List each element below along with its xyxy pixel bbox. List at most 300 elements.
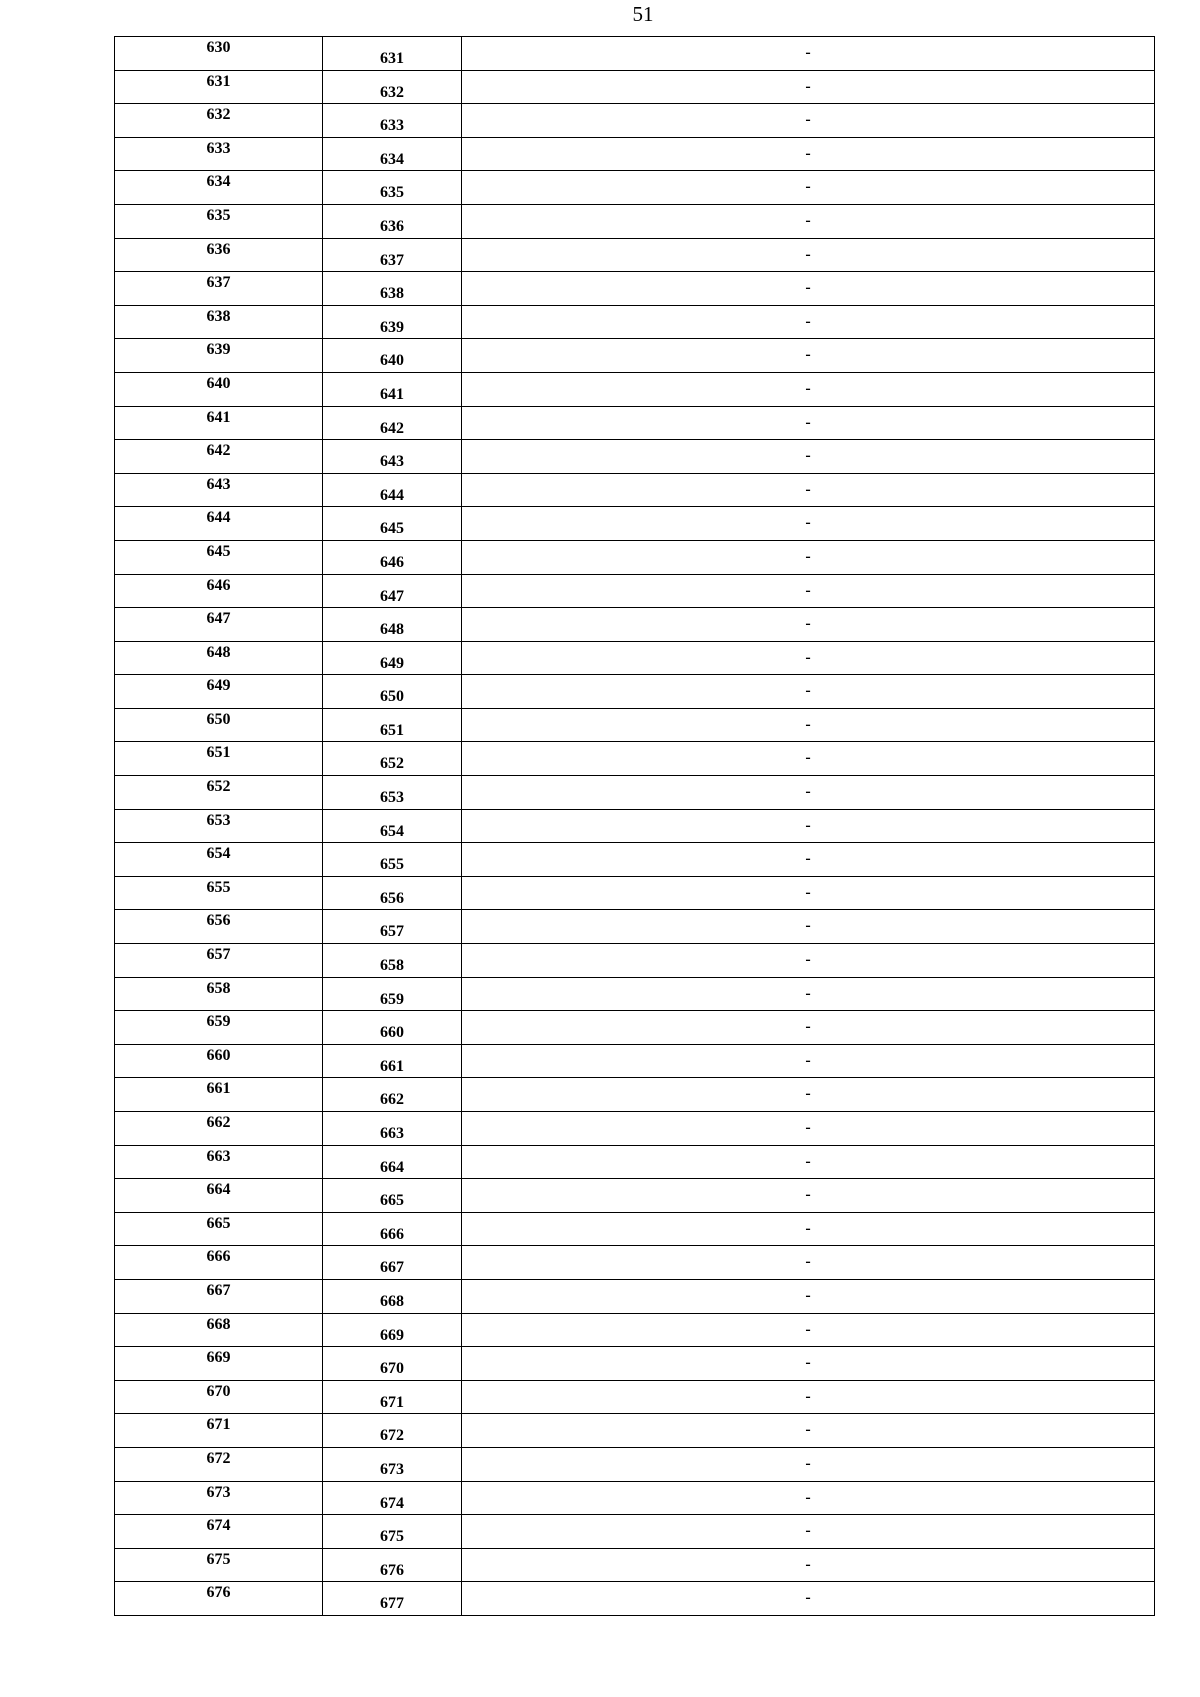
table-cell-col1 <box>115 641 323 675</box>
cell-text: 668 <box>380 1292 404 1310</box>
cell-text: - <box>805 480 811 498</box>
cell-text: - <box>805 1253 811 1271</box>
table-cell-col1 <box>115 406 323 440</box>
cell-text: 635 <box>206 206 231 224</box>
table-row <box>115 104 1155 138</box>
table-cell-col3 <box>462 1112 1155 1146</box>
cell-text: - <box>805 547 811 565</box>
table-cell-col1 <box>115 238 323 272</box>
table-cell-col3 <box>462 137 1155 171</box>
cell-text: 636 <box>206 240 231 258</box>
table-cell-col1 <box>115 1347 323 1381</box>
table-cell-col2 <box>323 876 462 910</box>
table-cell-col3 <box>462 238 1155 272</box>
table-row <box>115 809 1155 843</box>
cell-text: 651 <box>206 744 231 762</box>
cell-text: 657 <box>380 923 404 941</box>
table-cell-col3 <box>462 406 1155 440</box>
table-cell-col3 <box>462 1347 1155 1381</box>
table-cell-col3 <box>462 204 1155 238</box>
page-number: 51 <box>632 2 654 26</box>
table-cell-col3 <box>462 1011 1155 1045</box>
cell-text: 660 <box>380 1024 404 1042</box>
cell-text: - <box>805 648 811 666</box>
table-cell-col3 <box>462 1212 1155 1246</box>
cell-text: - <box>805 1085 811 1103</box>
cell-text: 639 <box>380 318 404 336</box>
table-row <box>115 440 1155 474</box>
table-cell-col1 <box>115 708 323 742</box>
table-cell-col3 <box>462 675 1155 709</box>
cell-text: - <box>805 111 811 129</box>
table-cell-col2 <box>323 742 462 776</box>
table-cell-col3 <box>462 440 1155 474</box>
table-cell-col1 <box>115 843 323 877</box>
table-row <box>115 507 1155 541</box>
table-cell-col2 <box>323 608 462 642</box>
table-cell-col2 <box>323 843 462 877</box>
table-cell-col1 <box>115 1548 323 1582</box>
table-cell-col1 <box>115 1212 323 1246</box>
cell-text: 669 <box>206 1349 231 1367</box>
table-row <box>115 372 1155 406</box>
cell-text: - <box>805 312 811 330</box>
data-table-container <box>114 36 1154 1616</box>
table-cell-col2 <box>323 1548 462 1582</box>
table-cell-col2 <box>323 37 462 71</box>
cell-text: 646 <box>380 553 404 571</box>
cell-text: 661 <box>206 1080 231 1098</box>
table-row <box>115 910 1155 944</box>
cell-text: - <box>805 1421 811 1439</box>
cell-text: 645 <box>380 520 404 538</box>
table-cell-col2 <box>323 1044 462 1078</box>
cell-text: 636 <box>380 217 404 235</box>
cell-text: 648 <box>380 621 404 639</box>
table-cell-col1 <box>115 675 323 709</box>
table-row <box>115 1515 1155 1549</box>
table-cell-col3 <box>462 372 1155 406</box>
cell-text: 655 <box>380 856 404 874</box>
cell-text: 650 <box>206 710 231 728</box>
table-cell-col1 <box>115 1313 323 1347</box>
cell-text: - <box>805 883 811 901</box>
table-cell-col3 <box>462 574 1155 608</box>
cell-text: 657 <box>206 946 231 964</box>
table-cell-col2 <box>323 776 462 810</box>
table-cell-col3 <box>462 944 1155 978</box>
table-cell-col3 <box>462 473 1155 507</box>
cell-text: 662 <box>380 1091 404 1109</box>
table-cell-col2 <box>323 104 462 138</box>
cell-text: - <box>805 144 811 162</box>
table-cell-col2 <box>323 1515 462 1549</box>
cell-text: 637 <box>206 274 231 292</box>
cell-text: 666 <box>380 1225 404 1243</box>
cell-text: - <box>805 1286 811 1304</box>
table-cell-col3 <box>462 608 1155 642</box>
table-cell-col3 <box>462 910 1155 944</box>
table-cell-col1 <box>115 272 323 306</box>
table-cell-col1 <box>115 137 323 171</box>
cell-text: 642 <box>380 419 404 437</box>
table-cell-col1 <box>115 473 323 507</box>
table-row <box>115 1582 1155 1616</box>
table-cell-col1 <box>115 70 323 104</box>
table-cell-col2 <box>323 171 462 205</box>
table-cell-col3 <box>462 1548 1155 1582</box>
cell-text: - <box>805 984 811 1002</box>
table-cell-col1 <box>115 776 323 810</box>
cell-text: 674 <box>380 1494 404 1512</box>
table-row <box>115 742 1155 776</box>
table-cell-col2 <box>323 1347 462 1381</box>
cell-text: - <box>805 346 811 364</box>
cell-text: - <box>805 715 811 733</box>
cell-text: 647 <box>380 587 404 605</box>
table-cell-col2 <box>323 1447 462 1481</box>
table-cell-col1 <box>115 1112 323 1146</box>
table-cell-col1 <box>115 204 323 238</box>
table-cell-col2 <box>323 910 462 944</box>
cell-text: - <box>805 245 811 263</box>
cell-text: 675 <box>206 1550 231 1568</box>
cell-text: 653 <box>206 811 231 829</box>
table-cell-col2 <box>323 1582 462 1616</box>
table-cell-col1 <box>115 507 323 541</box>
table-cell-col3 <box>462 1515 1155 1549</box>
table-cell-col2 <box>323 137 462 171</box>
table-row <box>115 1044 1155 1078</box>
cell-text: 645 <box>206 542 231 560</box>
table-cell-col1 <box>115 1582 323 1616</box>
table-cell-col1 <box>115 910 323 944</box>
cell-text: 643 <box>206 475 231 493</box>
cell-text: 641 <box>380 385 404 403</box>
cell-text: - <box>805 379 811 397</box>
cell-text: - <box>805 783 811 801</box>
cell-text: 640 <box>206 374 231 392</box>
cell-text: 663 <box>380 1125 404 1142</box>
cell-text: - <box>805 279 811 297</box>
table-cell-col1 <box>115 540 323 574</box>
table-row <box>115 305 1155 339</box>
cell-text: 659 <box>380 990 404 1008</box>
table-cell-col2 <box>323 540 462 574</box>
table-row <box>115 1347 1155 1381</box>
cell-text: - <box>805 77 811 95</box>
data-table <box>114 36 1155 1616</box>
cell-text: 639 <box>206 341 231 359</box>
cell-text: 642 <box>206 442 231 460</box>
table-cell-col3 <box>462 540 1155 574</box>
cell-text: - <box>805 1051 811 1069</box>
cell-text: 633 <box>206 139 231 157</box>
table-cell-col2 <box>323 1414 462 1448</box>
table-cell-col2 <box>323 641 462 675</box>
table-row <box>115 1447 1155 1481</box>
cell-text: 647 <box>206 610 231 628</box>
table-cell-col3 <box>462 708 1155 742</box>
cell-text: 664 <box>380 1158 404 1176</box>
table-cell-col3 <box>462 37 1155 71</box>
table-cell-col1 <box>115 1279 323 1313</box>
table-cell-col1 <box>115 1145 323 1179</box>
cell-text: 638 <box>380 285 404 303</box>
cell-text: 652 <box>206 778 231 796</box>
cell-text: 669 <box>380 1326 404 1344</box>
table-cell-col1 <box>115 608 323 642</box>
table-cell-col1 <box>115 37 323 71</box>
table-row <box>115 675 1155 709</box>
table-row <box>115 1246 1155 1280</box>
table-row <box>115 137 1155 171</box>
table-cell-col3 <box>462 742 1155 776</box>
cell-text: 653 <box>380 789 404 807</box>
cell-text: 644 <box>380 486 404 504</box>
cell-text: 674 <box>206 1517 231 1535</box>
cell-text: 635 <box>380 184 404 202</box>
table-row <box>115 1279 1155 1313</box>
cell-text: 656 <box>206 912 231 930</box>
table-cell-col1 <box>115 1380 323 1414</box>
table-cell-col1 <box>115 104 323 138</box>
cell-text: - <box>805 816 811 834</box>
table-cell-col3 <box>462 1179 1155 1213</box>
cell-text: - <box>805 951 811 969</box>
table-cell-col3 <box>462 776 1155 810</box>
table-cell-col2 <box>323 574 462 608</box>
table-row <box>115 574 1155 608</box>
cell-text: - <box>805 447 811 465</box>
table-row <box>115 1112 1155 1146</box>
table-cell-col2 <box>323 708 462 742</box>
table-cell-col2 <box>323 70 462 104</box>
cell-text: 637 <box>380 251 404 269</box>
table-cell-col2 <box>323 1481 462 1515</box>
table-cell-col3 <box>462 1380 1155 1414</box>
cell-text: 655 <box>206 878 231 896</box>
table-row <box>115 1481 1155 1515</box>
cell-text: 634 <box>206 173 231 191</box>
cell-text: 650 <box>380 688 404 706</box>
table-cell-col3 <box>462 1481 1155 1515</box>
table-cell-col1 <box>115 1078 323 1112</box>
cell-text: 651 <box>380 721 404 739</box>
table-cell-col1 <box>115 574 323 608</box>
table-row <box>115 641 1155 675</box>
cell-text: 632 <box>206 106 231 124</box>
table-cell-col1 <box>115 1515 323 1549</box>
table-row <box>115 1380 1155 1414</box>
cell-text: - <box>805 514 811 532</box>
cell-text: 671 <box>380 1393 404 1411</box>
cell-text: 663 <box>206 1147 231 1165</box>
cell-text: - <box>805 615 811 633</box>
cell-text: - <box>805 1454 811 1472</box>
table-body <box>115 37 1155 1616</box>
cell-text: 662 <box>206 1114 231 1131</box>
table-row <box>115 944 1155 978</box>
table-cell-col1 <box>115 742 323 776</box>
cell-text: - <box>805 850 811 868</box>
table-row <box>115 171 1155 205</box>
table-row <box>115 339 1155 373</box>
cell-text: 646 <box>206 576 231 594</box>
table-cell-col2 <box>323 339 462 373</box>
cell-text: 677 <box>380 1595 404 1613</box>
table-cell-col2 <box>323 1246 462 1280</box>
cell-text: 673 <box>380 1460 404 1478</box>
table-cell-col1 <box>115 1011 323 1045</box>
table-cell-col1 <box>115 944 323 978</box>
table-cell-col1 <box>115 339 323 373</box>
table-cell-col3 <box>462 507 1155 541</box>
table-cell-col3 <box>462 1279 1155 1313</box>
table-cell-col3 <box>462 1447 1155 1481</box>
cell-text: 667 <box>206 1281 231 1299</box>
cell-text: - <box>805 1555 811 1573</box>
cell-text: 656 <box>380 889 404 907</box>
table-row <box>115 608 1155 642</box>
table-row <box>115 1078 1155 1112</box>
cell-text: 649 <box>206 677 231 695</box>
table-cell-col3 <box>462 1078 1155 1112</box>
table-cell-col3 <box>462 1044 1155 1078</box>
cell-text: 668 <box>206 1315 231 1333</box>
table-row <box>115 37 1155 71</box>
cell-text: - <box>805 1018 811 1036</box>
cell-text: - <box>805 749 811 767</box>
table-row <box>115 473 1155 507</box>
table-cell-col2 <box>323 977 462 1011</box>
cell-text: 648 <box>206 643 231 661</box>
cell-text: 644 <box>206 509 231 527</box>
table-cell-col1 <box>115 977 323 1011</box>
cell-text: 665 <box>380 1192 404 1210</box>
cell-text: 667 <box>380 1259 404 1277</box>
cell-text: 665 <box>206 1214 231 1232</box>
cell-text: 633 <box>380 117 404 135</box>
cell-text: 632 <box>380 83 404 101</box>
table-cell-col1 <box>115 171 323 205</box>
table-cell-col1 <box>115 440 323 474</box>
cell-text: - <box>805 1387 811 1405</box>
table-row <box>115 776 1155 810</box>
cell-text: 676 <box>380 1561 404 1579</box>
cell-text: - <box>805 682 811 700</box>
cell-text: 640 <box>380 352 404 370</box>
table-cell-col3 <box>462 1246 1155 1280</box>
table-cell-col2 <box>323 1011 462 1045</box>
cell-text: - <box>805 1152 811 1170</box>
cell-text: 671 <box>206 1416 231 1434</box>
table-cell-col1 <box>115 305 323 339</box>
table-cell-col2 <box>323 944 462 978</box>
table-cell-col2 <box>323 238 462 272</box>
table-cell-col3 <box>462 1313 1155 1347</box>
cell-text: 670 <box>380 1360 404 1378</box>
cell-text: 666 <box>206 1248 231 1266</box>
cell-text: 675 <box>380 1528 404 1546</box>
table-row <box>115 1179 1155 1213</box>
table-cell-col2 <box>323 272 462 306</box>
table-row <box>115 876 1155 910</box>
table-cell-col1 <box>115 876 323 910</box>
cell-text: 673 <box>206 1483 231 1501</box>
table-cell-col3 <box>462 843 1155 877</box>
cell-text: - <box>805 1354 811 1372</box>
cell-text: - <box>805 178 811 196</box>
cell-text: 654 <box>206 845 231 863</box>
table-row <box>115 406 1155 440</box>
table-cell-col2 <box>323 1112 462 1146</box>
cell-text: - <box>805 1320 811 1338</box>
table-cell-col3 <box>462 1145 1155 1179</box>
cell-text: 658 <box>380 957 404 975</box>
table-row <box>115 1548 1155 1582</box>
cell-text: 664 <box>206 1181 231 1199</box>
table-cell-col2 <box>323 406 462 440</box>
table-row <box>115 70 1155 104</box>
table-cell-col2 <box>323 440 462 474</box>
cell-text: 672 <box>380 1427 404 1445</box>
table-row <box>115 1414 1155 1448</box>
table-row <box>115 843 1155 877</box>
cell-text: 641 <box>206 408 231 426</box>
cell-text: - <box>805 1119 811 1136</box>
table-cell-col3 <box>462 305 1155 339</box>
table-row <box>115 1145 1155 1179</box>
table-row <box>115 977 1155 1011</box>
table-cell-col3 <box>462 70 1155 104</box>
table-row <box>115 708 1155 742</box>
table-cell-col3 <box>462 809 1155 843</box>
table-cell-col2 <box>323 1380 462 1414</box>
cell-text: - <box>805 1589 811 1607</box>
table-row <box>115 1313 1155 1347</box>
cell-text: - <box>805 1219 811 1237</box>
table-cell-col1 <box>115 1246 323 1280</box>
table-cell-col3 <box>462 641 1155 675</box>
table-cell-col1 <box>115 1414 323 1448</box>
table-cell-col2 <box>323 809 462 843</box>
cell-text: - <box>805 1522 811 1540</box>
table-cell-col2 <box>323 1078 462 1112</box>
cell-text: 630 <box>206 39 231 56</box>
cell-text: - <box>805 413 811 431</box>
table-cell-col2 <box>323 1279 462 1313</box>
table-cell-col3 <box>462 1582 1155 1616</box>
cell-text: - <box>805 211 811 229</box>
cell-text: 654 <box>380 822 404 840</box>
cell-text: 631 <box>380 50 404 67</box>
table-cell-col2 <box>323 1145 462 1179</box>
table-cell-col2 <box>323 305 462 339</box>
table-cell-col1 <box>115 372 323 406</box>
table-row <box>115 1011 1155 1045</box>
table-cell-col2 <box>323 372 462 406</box>
table-cell-col3 <box>462 876 1155 910</box>
table-cell-col2 <box>323 675 462 709</box>
cell-text: 661 <box>380 1057 404 1075</box>
cell-text: - <box>805 44 811 61</box>
cell-text: - <box>805 1488 811 1506</box>
table-row <box>115 204 1155 238</box>
cell-text: - <box>805 917 811 935</box>
table-cell-col3 <box>462 1414 1155 1448</box>
cell-text: 638 <box>206 307 231 325</box>
